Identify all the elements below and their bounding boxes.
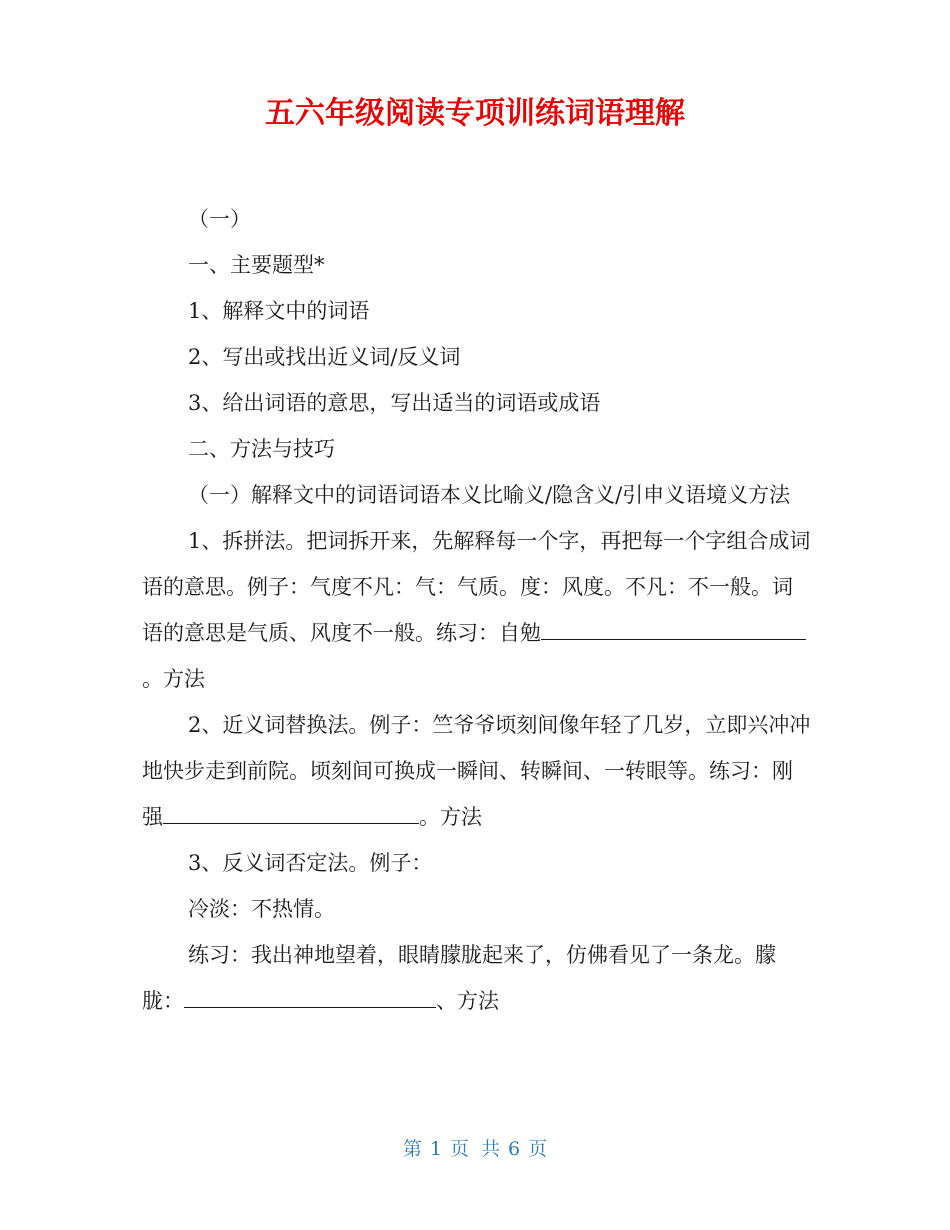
paragraph-method-split xyxy=(142,518,812,702)
paragraph-main-types: 一、主要题型* xyxy=(188,253,325,277)
method-synonym-tail: 。方法 xyxy=(419,805,482,829)
paragraph-type-2: 2、写出或找出近义词/反义词 xyxy=(188,345,461,369)
footer-prefix: 第 xyxy=(402,1138,422,1160)
document-title: 五六年级阅读专项训练词语理解 xyxy=(265,96,685,131)
antonym-practice-text: 练习：我出神地望着，眼睛朦胧起来了，仿佛看见了一条龙。朦胧： xyxy=(142,943,776,1013)
document-body xyxy=(142,196,812,1024)
paragraph-method-synonym xyxy=(142,702,812,840)
paragraph-method-antonym: 3、反义词否定法。例子： xyxy=(188,851,433,875)
antonym-practice-tail: 、方法 xyxy=(436,989,499,1013)
footer-page-number: 1 xyxy=(429,1138,442,1160)
paragraph-section-one: （一） xyxy=(188,207,251,231)
answer-blank-2 xyxy=(163,801,419,824)
paragraph-antonym-practice xyxy=(142,932,812,1024)
paragraph-methods-heading: 二、方法与技巧 xyxy=(188,437,335,461)
footer-mid: 页 共 xyxy=(449,1138,501,1160)
answer-blank-3 xyxy=(184,985,436,1008)
footer-page-total: 6 xyxy=(508,1138,521,1160)
paragraph-explain-words: （一）解释文中的词语词语本义比喻义/隐含义/引申义语境义方法 xyxy=(188,483,791,507)
paragraph-type-1: 1、解释文中的词语 xyxy=(188,299,370,323)
paragraph-type-3: 3、给出词语的意思，写出适当的词语或成语 xyxy=(188,391,601,415)
page-footer xyxy=(0,1134,950,1161)
footer-suffix: 页 xyxy=(528,1138,548,1160)
method-split-text: 1、拆拼法。把词拆开来，先解释每一个字，再把每一个字组合成词语的意思。例子：气度不凡：气：气质。度：风度。不凡：不一般。词语的意思是气质、风度不一般。练习：自勉 xyxy=(142,529,811,645)
method-synonym-text: 2、近义词替换法。例子：竺爷爷顷刻间像年轻了几岁，立即兴冲冲地快步走到前院。顷刻间可换成一瞬间、转瞬间、一转眼等。练习：刚强 xyxy=(142,713,811,829)
method-split-tail: 。方法 xyxy=(142,667,205,691)
answer-blank-1 xyxy=(541,617,806,640)
paragraph-antonym-example: 冷淡：不热情。 xyxy=(188,897,335,921)
